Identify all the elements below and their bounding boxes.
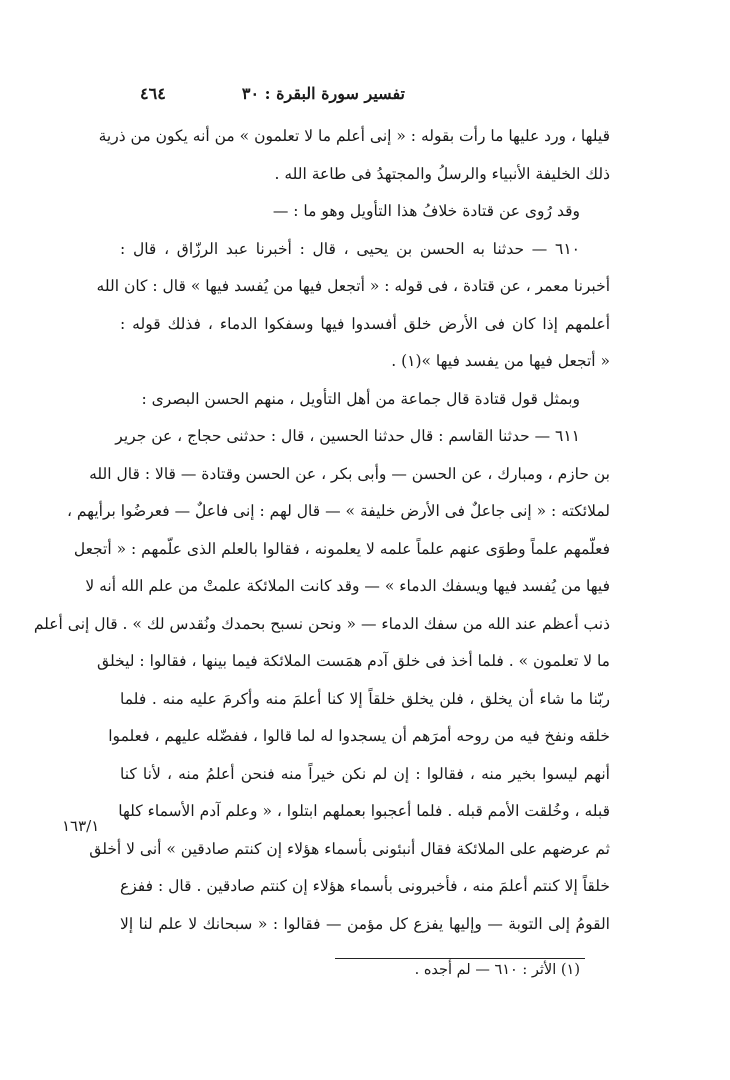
text-line: ذلك الخليفة الأنبياء والرسلُ والمجتهدُ فى طاعة الله . xyxy=(274,164,610,183)
footnote: (١) الأثر : ٦١٠ — لم أجده . xyxy=(414,962,580,978)
text-line: وبمثل قول قتادة قال جماعة من أهل التأويل ، منهم الحسن البصرى : xyxy=(141,389,580,408)
text-line: ثم عرضهم على الملائكة فقال أنبئونى بأسماء هؤلاء إن كنتم صادقين » أنى لا أخلق xyxy=(89,839,610,858)
margin-reference: ١٦٣/١ xyxy=(62,817,100,835)
text-line: ٦١٠ — حدثنا به الحسن بن يحيى ، قال : أخبرنا عبد الرزّاق ، قال : xyxy=(120,239,580,258)
text-line: « أتجعل فيها من يفسد فيها »(١) . xyxy=(391,352,610,370)
text-line: القومُ إلى التوبة — وإليها يفزع كل مؤمن — فقالوا : « سبحانك لا علم لنا إلا xyxy=(120,914,610,933)
text-line: فعلّمهم علماً وطوَى عنهم علماً علمه لا يعلمونه ، فقالوا بالعلم الذى علّمهم : « أتجعل xyxy=(73,539,610,558)
text-line: فيها من يُفسد فيها ويسفك الدماء » — وقد كانت الملائكة علمتْ من علم الله أنه لا xyxy=(85,577,610,595)
text-line: أنهم ليسوا بخير منه ، فقالوا : إن لم نكن خيراً منه فنحن أعلمُ منه ، لأنا كنا xyxy=(120,764,610,783)
page-number: ٤٦٤ xyxy=(140,84,166,103)
text-line: خلقه ونفخ فيه من روحه أمرَهم أن يسجدوا له لما قالوا ، ففضّله عليهم ، فعلموا xyxy=(108,727,610,745)
running-title: تفسير سورة البقرة : ٣٠ xyxy=(241,84,405,103)
text-line: بن حازم ، ومبارك ، عن الحسن — وأبى بكر ، عن الحسن وقتادة — قالا : قال الله xyxy=(89,464,610,483)
text-line: خلقاً إلا كنتم أعلمَ منه ، فأخبرونى بأسماء هؤلاء إن كنتم صادقين . قال : ففزع xyxy=(120,877,610,895)
text-line: لملائكته : « إنى جاعلٌ فى الأرض خليفة » — قال لهم : إنى فاعلٌ — فعرضُوا برأيهم ، xyxy=(66,502,610,520)
text-line: ما لا تعلمون » . فلما أخذ فى خلق آدم همَست الملائكة فيما بينها ، فقالوا : ليخلق xyxy=(97,652,610,670)
footnote-divider xyxy=(335,958,585,959)
text-line: ربّنا ما شاء أن يخلق ، فلن يخلق خلقاً إلا كنا أعلمَ منه وأكرمَ عليه منه . فلما xyxy=(120,689,610,708)
page-header xyxy=(70,84,610,110)
text-line: أعلمهم إذا كان فى الأرض خلق أفسدوا فيها وسفكوا الدماء ، فذلك قوله : xyxy=(120,314,610,333)
text-line: وقد رُوى عن قتادة خلافُ هذا التأويل وهو ما : — xyxy=(272,202,580,220)
text-line: ٦١١ — حدثنا القاسم : قال حدثنا الحسين ، قال : حدثنى حجاج ، عن جرير xyxy=(115,427,580,445)
text-line: ذنب أعظم عند الله من سفك الدماء — « ونحن نسبح بحمدك ونُقدس لك » . قال إنى أعلم xyxy=(33,614,610,633)
text-line: قيلها ، ورد عليها ما رأت بقوله : « إنى أعلم ما لا تعلمون » من أنه يكون من ذرية xyxy=(98,127,610,145)
text-line: أخبرنا معمر ، عن قتادة ، فى قوله : « أتجعل فيها من يُفسد فيها » قال : كان الله xyxy=(96,277,610,295)
text-line: قبله ، وخُلقت الأمم قبله . فلما أعجبوا بعملهم ابتلوا ، « وعلم آدم الأسماء كلها xyxy=(118,802,610,820)
